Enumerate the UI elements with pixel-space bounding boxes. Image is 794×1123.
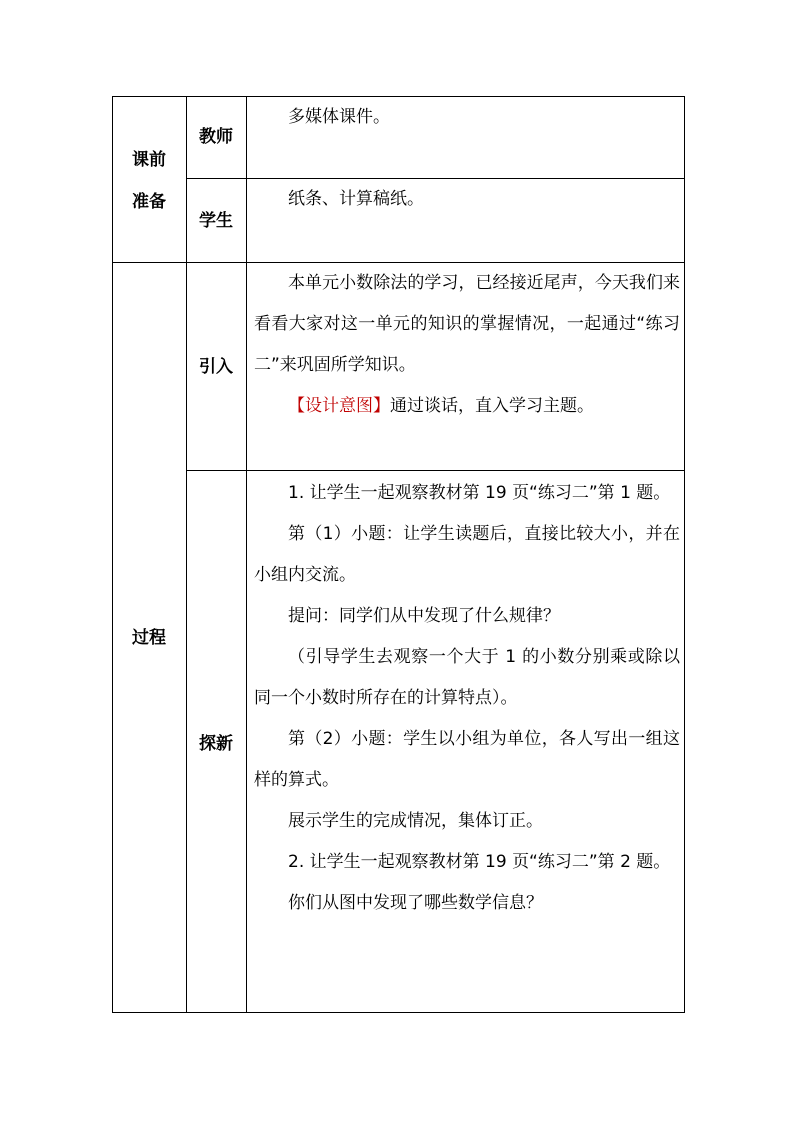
teacher-content	[254, 97, 680, 138]
explore-paragraph: 第（1）小题：让学生读题后，直接比较大小，并在小组内交流。	[254, 524, 680, 585]
intro-paragraph: 本单元小数除法的学习，已经接近尾声，今天我们来看看大家对这一单元的知识的掌握情况，一起通过“练习二”来巩固所学知识。	[254, 273, 680, 375]
explore-paragraph: 你们从图中发现了哪些数学信息？	[288, 893, 543, 913]
teacher-text: 多媒体课件。	[288, 107, 390, 127]
explore-paragraph: 2. 让学生一起观察教材第 19 页“练习二”第 2 题。	[288, 852, 671, 872]
process-label: 过程	[132, 628, 166, 648]
explore-content	[254, 473, 680, 924]
explore-label: 探新	[199, 734, 233, 754]
explore-paragraph: 提问：同学们从中发现了什么规律？	[288, 606, 560, 626]
student-text: 纸条、计算稿纸。	[288, 189, 424, 209]
explore-paragraph: 1. 让学生一起观察教材第 19 页“练习二”第 1 题。	[288, 483, 671, 503]
table-border-right	[684, 96, 685, 1013]
intro-content	[254, 263, 680, 427]
explore-paragraph: （引导学生去观察一个大于 1 的小数分别乘或除以同一个小数时所存在的计算特点）。	[254, 647, 680, 708]
explore-paragraph: 展示学生的完成情况，集体订正。	[288, 811, 543, 831]
table-border-left	[112, 96, 113, 1013]
explore-paragraph: 第（2）小题：学生以小组为单位，各人写出一组这样的算式。	[254, 729, 680, 790]
column-divider-2	[246, 96, 247, 1013]
column-divider-1	[186, 96, 187, 1013]
design-intent-tag: 【设计意图】	[288, 396, 390, 416]
design-intent-text: 通过谈话，直入学习主题。	[390, 396, 594, 416]
prep-label-line2: 准备	[132, 192, 166, 212]
table-border-bottom	[112, 1012, 685, 1013]
student-label: 学生	[199, 211, 233, 231]
prep-label-line1: 课前	[132, 150, 166, 170]
intro-label: 引入	[199, 357, 233, 377]
design-intent	[254, 386, 680, 427]
teacher-label: 教师	[199, 127, 233, 147]
row-divider-intro-explore	[186, 470, 685, 471]
student-content	[254, 179, 680, 220]
